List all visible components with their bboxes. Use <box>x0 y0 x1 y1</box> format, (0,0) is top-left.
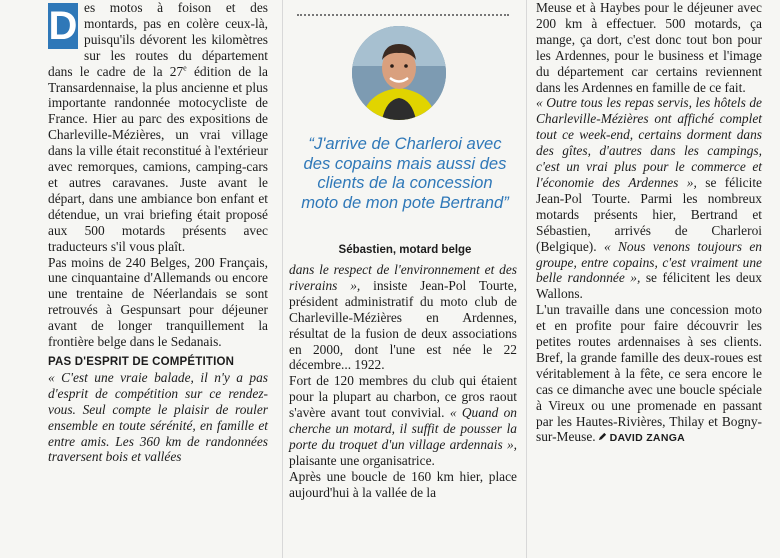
quote-attribution: Sébastien, motard belge <box>338 244 472 256</box>
article-column-3 <box>536 0 762 447</box>
paragraph-participants: Pas moins de 240 Belges, 200 Français, une cinquantaine d'Allemands ou encore une trentaine de Néerlandais se sont retrouvés à Gespunsart pour déjeuner avant de longer tranquillement la frontière belge dans le Sedanais. <box>48 254 268 350</box>
author-byline: DAVID ZANGA <box>609 432 686 445</box>
column-divider <box>282 0 283 558</box>
paragraph-hotels <box>536 95 762 302</box>
pen-icon <box>598 432 607 441</box>
hotels-quote: « Outre tous les repas servis, les hôtels de Charleville-Mézières ont affiché complet tout ce week-end, certains dorment dans des gîtes, d'autres dans les campings, c'est un vrai plus pour le commerce et l'économie des Ardennes », <box>536 95 762 190</box>
paragraph-dealership <box>536 302 762 447</box>
drop-cap: D <box>48 4 78 48</box>
quote-fragment: dans le respect de l'environnement et des riverains », <box>289 262 517 293</box>
organiser-quote: « Quand on cherche un motard, il suffit de pousser la porte du troquet d'un village ardennais », <box>289 405 517 452</box>
column-2-body <box>289 262 517 501</box>
intro-text-rest: édition de la Transardennaise, la plus ancienne et plus importante randonnée motocycliste de France. Hier au parc des expositions de Charleville-Mézières, un vrai village dans la ville était reconstitué à l'extérieur avec remorques, camions, camping-cars et autres caravanes. Juste avant le départ, dans une ambiance bon enfant et détendue, un vrai briefing était proposé aux 500 motards présents avec traducteurs s'il vous plaît. <box>48 63 268 254</box>
paragraph-president <box>289 262 517 373</box>
president-text: insiste Jean-Pol Tourte, président administratif du moto club de Charleville-Mézières en Ardennes, résultat de la fusion de deux associations en 2000, dont l'une est née le 22 décembre... 1922. <box>289 277 517 373</box>
dealership-text: L'un travaille dans une concession moto et en profite pour faire découvrir les petites routes ardennaises à ses clients. Bref, la grande famille des deux-roues est véritablement à la fête, ce sera encore le cas ce dimanche avec une boucle spéciale à Vireux ou une promenade en passant par les Hautes-Rivières, Thilay et Bogny-sur-Meuse. <box>536 302 762 445</box>
paragraph-route: Après une boucle de 160 km hier, place aujourd'hui à la vallée de la <box>289 468 517 500</box>
paragraph-club <box>289 373 517 468</box>
club-text-end: plaisante une organisatrice. <box>289 452 435 468</box>
quote-top-rule <box>297 14 509 16</box>
paragraph-meuse: Meuse et à Haybes pour le déjeuner avec 200 km à effectuer. 500 motards, ça mange, ça dort, c'est donc tout bon pour les Ardennes, pour le business et l'image du département car certains reviennent dans les Ardennes en famille de ce fait. <box>536 0 762 95</box>
column-divider <box>526 0 527 558</box>
club-text: Fort de 120 membres du club qui étaient pour la plupart au charbon, ce gros raout s'avère avant tout convivial. <box>289 373 517 421</box>
article-column-1 <box>48 0 268 465</box>
paragraph-quote: « C'est une vraie balade, il n'y a pas d'esprit de compétition sur ce rendez-vous. Seul compte le plaisir de rouler ensemble en toute sérénité, en famille et entre amis. Les 360 km de randonnées traversent bois et vallées <box>48 369 268 465</box>
portrait-photo <box>352 26 446 120</box>
section-subhead: PAS D'ESPRIT DE COMPÉTITION <box>48 355 235 368</box>
ordinal-suffix: e <box>183 63 187 73</box>
portrait-image <box>352 26 446 120</box>
hotels-text-end: se félicitent les deux Wallons. <box>536 270 762 302</box>
paragraph-intro <box>48 0 268 255</box>
hotels-text: se félicite Jean-Pol Tourte. Parmi les nombreux motards présents hier, Bertrand et Sébastien, arrivés de Charleroi (Belgique). <box>536 174 762 254</box>
pull-quote: “J'arrive de Charleroi avec des copains mais aussi des clients de la concession moto de mon pote Bertrand” <box>301 134 509 212</box>
intro-text: es motos à foison et des montards, pas en colère ceux-là, puisqu'ils dévorent les kilomètres sur les routes du département dans le cadre de la 27 <box>48 0 268 79</box>
wallons-quote: « Nous venons toujours en groupe, entre copains, c'est vraiment une belle randonnée », <box>536 238 762 286</box>
